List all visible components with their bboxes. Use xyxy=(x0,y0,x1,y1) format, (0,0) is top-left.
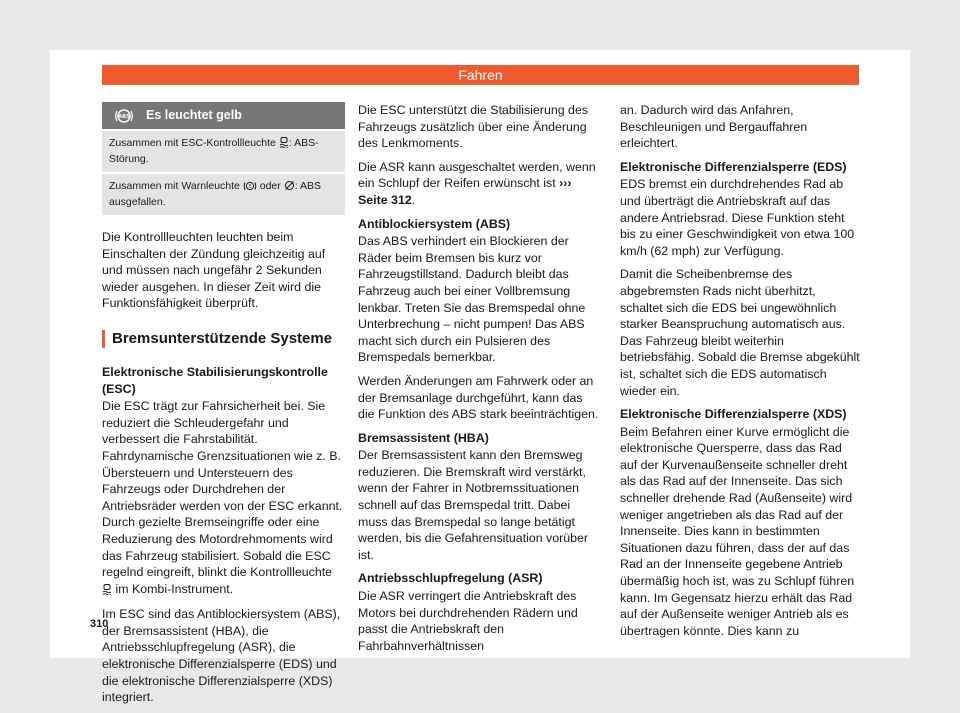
warning-lamp-row-1 xyxy=(102,131,345,172)
column-left xyxy=(102,102,345,713)
esc-p1-text-b: im Kombi-Instrument. xyxy=(112,581,234,596)
intro-paragraph: Die Kontrollleuchten leuchten beim Einschalten der Zündung gleichzeitig auf und müssen nach ungefähr 2 Sekunden wieder ausgehen. In dieser Zeit wird die Funktionsfähigkeit überprüft. xyxy=(102,230,326,311)
page-header-title: Fahren xyxy=(458,67,503,83)
warning-lamp-box-title: Es leuchtet gelb xyxy=(146,108,242,123)
warning-lamp-box-header xyxy=(102,102,345,129)
svg-text:!: ! xyxy=(248,184,251,190)
hba-paragraph: Der Bremsassistent kann den Bremsweg reduzieren. Die Bremskraft wird verstärkt, wenn der Fahrer in Notbremssituationen schnell auf das Bremspedal tritt. Dabei muss das Bremspedal so lange betätigt werden, bis die Gefahrensituation vorüber ist. xyxy=(358,448,589,562)
svg-text:ABS: ABS xyxy=(118,113,130,120)
warning-row1-prefix: Zusammen mit ESC-Kontrollleuchte xyxy=(109,137,279,149)
xds-paragraph: Beim Befahren einer Kurve ermöglicht die elektronische Quersperre, dass das Rad auf der Kurvenaußenseite schneller dreht als das Rad auf der Innenseite. Das sich schneller drehende Rad (Außenseite) wird weniger angetrieben als das Rad auf der Innenseite. Dies kann in bestimmten Situationen dazu führen, dass der auf das Rad an der Innenseite gegebene Antrieb übermäßig hoch ist, was zu Schlupf führen kann. Im Gegensatz hierzu erhält das Rad auf der Außenseite weniger Antrieb als es übertragen könnte. Dies kann zu xyxy=(620,424,855,638)
page-number: 310 xyxy=(90,618,109,630)
section-title: Bremsunterstützende Systeme xyxy=(102,330,345,348)
abs-paragraph-1: Das ABS verhindert ein Blockieren der Räder beim Bremsen bis kurz vor Fahrzeugstillstand. Dadurch bleibt das Fahrzeug auch bei einer Vollbremsung lenkbar. Treten Sie das Bremspedal ohne Unterbrechung – nicht pumpen! Das ABS macht sich durch ein Pulsieren des Bremspedals bemerkbar. xyxy=(358,234,586,365)
warning-row2-prefix: Zusammen mit Warnleuchte xyxy=(109,180,243,192)
esc-p1-text-a: Die ESC trägt zur Fahrsicherheit bei. Sie reduziert die Schleudergefahr und verbessert die Fahrstabilität. Fahrdynamische Grenzsituationen wie z. B. Übersteuern und Untersteuern des Fahrzeugs oder Durchdrehen der Antriebsräder werden von der ESC erkannt. Durch gezielte Bremseingriffe oder eine Reduzierung des Motordrehmoments wird das Fahrzeug stabilisiert. Sobald die ESC regelnd eingreift, blinkt die Kontrollleuchte xyxy=(102,399,343,580)
asr-off-paragraph xyxy=(358,159,601,209)
asr-off-text-end: . xyxy=(411,192,416,207)
page-reference-link[interactable]: ››› Seite 312 xyxy=(358,176,572,207)
asr-heading: Antriebsschlupfregelung (ASR) xyxy=(358,571,543,586)
warning-row2-suffix: : ABS ausgefallen. xyxy=(109,180,321,208)
eds-heading: Elektronische Differenzialsperre (EDS) xyxy=(620,159,847,174)
asr-paragraph: Die ASR verringert die Antriebskraft des Motors bei durchdrehenden Rädern und passt die Antriebskraft den Fahrbahnverhältnissen xyxy=(358,589,578,653)
abs-warning-icon xyxy=(102,108,146,124)
esc-heading: Elektronische Stabilisierungskontrolle (ESC) xyxy=(102,364,328,396)
eds-paragraph-1: EDS bremst ein durchdrehendes Rad ab und überträgt die Antriebskraft auf das andere Antriebsrad. Diese Funktion steht bis zu einer Geschwindigkeit von etwa 100 km/h (62 mph) zur Verfügung. xyxy=(620,177,855,258)
xds-heading: Elektronische Differenzialsperre (XDS) xyxy=(620,407,847,422)
warning-row2-mid: oder xyxy=(256,180,284,192)
asr-continued-paragraph: an. Dadurch wird das Anfahren, Beschleunigen und Bergauffahren erleichtert. xyxy=(620,103,808,151)
page-header xyxy=(102,65,859,85)
hba-heading: Bremsassistent (HBA) xyxy=(358,430,489,445)
esc-paragraph-2: Im ESC sind das Antiblockiersystem (ABS), der Bremsassistent (HBA), die Antriebsschlupfregelung (ASR), die elektronische Differenzialsperre (EDS) und die elektronische Differenzialsperre (XDS) integriert. xyxy=(102,607,341,705)
esc-paragraph-1 xyxy=(102,398,345,599)
esc-skid-icon xyxy=(102,583,112,600)
column-middle xyxy=(358,102,601,661)
esc-steering-paragraph: Die ESC unterstützt die Stabilisierung des Fahrzeugs zusätzlich über eine Änderung des Lenkmoments. xyxy=(358,103,589,151)
abs-paragraph-2: Werden Änderungen am Fahrwerk oder an der Bremsanlage durchgeführt, kann das die Funktion des ABS stark beeinträchtigen. xyxy=(358,373,599,422)
warning-row1-text: : ABS-Störung. xyxy=(109,137,319,165)
brake-fault-icon xyxy=(284,180,295,196)
warning-lamp-row-2 xyxy=(102,174,345,215)
warning-lamp-box xyxy=(102,102,345,215)
brake-warning-icon xyxy=(243,181,257,196)
eds-paragraph-2: Damit die Scheibenbremse des abgebremsten Rads nicht überhitzt, schaltet sich die EDS bei ungewöhnlich starker Beanspruchung automatisch aus. Das Fahrzeug bleibt weiterhin betriebsfähig. Sobald die Bremse abgekühlt ist, schaltet sich die EDS automatisch wieder ein. xyxy=(620,267,860,398)
asr-off-text: Die ASR kann ausgeschaltet werden, wenn ein Schlupf der Reifen erwünscht ist xyxy=(358,159,596,191)
column-right xyxy=(620,102,860,646)
esc-skid-icon xyxy=(279,137,289,153)
abs-heading: Antiblockiersystem (ABS) xyxy=(358,216,511,231)
document-page xyxy=(50,50,910,705)
